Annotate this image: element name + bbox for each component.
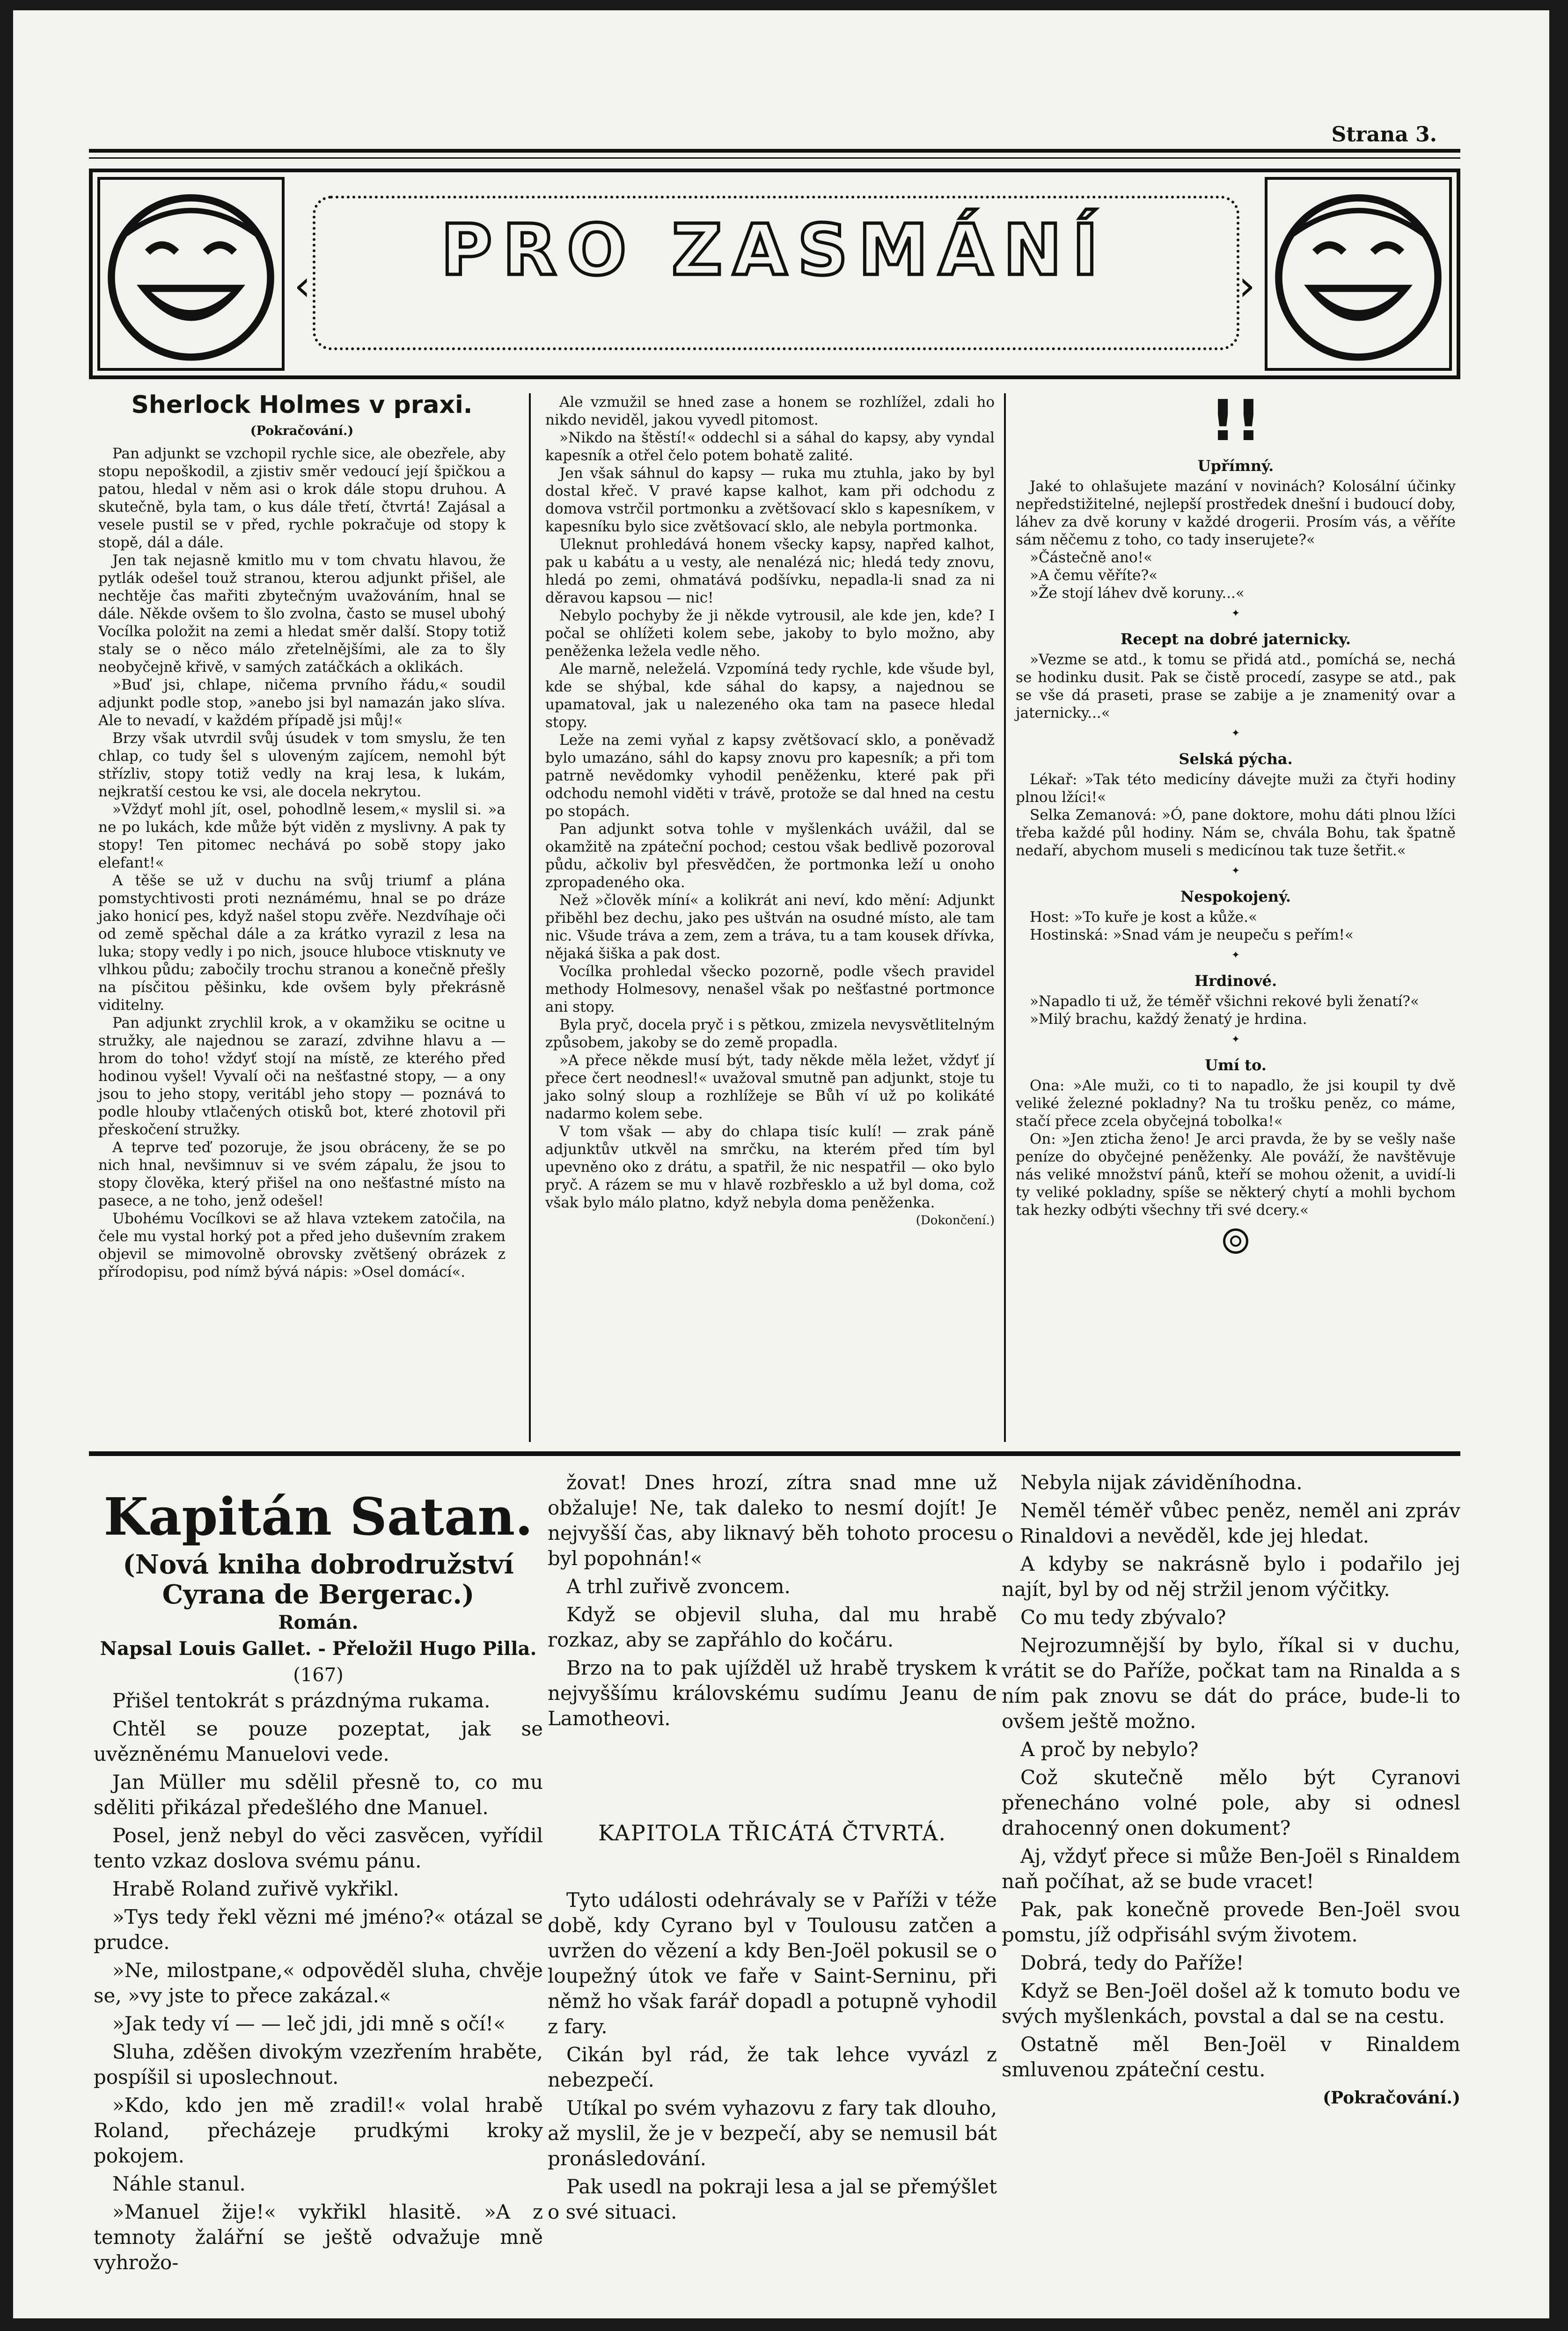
joke-title: Nespokojený. [1180,888,1291,905]
paragraph: »Kdo, kdo jen mě zradil!« volal hrabě Roland, přecházeje prudkými kroky pokojem. [94,2094,543,2167]
paragraph: A trhl zuřivě zvoncem. [566,1575,791,1598]
paragraph: Což skutečně mělo být Cyranovi přenecháno volné pole, aby si odnesl drahocenný onen dokument? [1002,1766,1460,1839]
paragraph: Posel, jenž nebyl do věci zasvěcen, vyřídil tento vzkaz doslova svému pánu. [94,1824,543,1872]
section-banner [89,169,1460,379]
paragraph: V tom však — aby do chlapa tisíc kulí! — zrak páně adjunktův utkvěl na smrčku, na kterém před tím byl upevněno oko z drátu, a spatřil, že nic nespatřil — oko bylo pryč. A rázem se mu v hlavě rozbřesklo a už byl doma, což však bylo málo platno, když nebyla doma peněženka. [545,1123,995,1211]
paragraph: A proč by nebylo? [1020,1738,1199,1761]
separator-star-icon: ✦ [1231,728,1240,739]
paragraph: »Nikdo na štěstí!« oddechl si a sáhal do kapsy, aby vyndal kapesník a otřel čelo potem bohatě zalité. [545,429,995,464]
paragraph: Pak usedl na pokraji lesa a jal se přemýšlet o své situaci. [548,2175,997,2223]
paragraph: žovat! Dnes hrozí, zítra snad mne už obžaluje! Ne, tak daleko to nesmí dojít! Je nejvyšší čas, aby liknavý běh tohoto procesu byl popohnán!« [548,1471,997,1570]
joke-line: »Částečně ano!« [1030,549,1152,566]
joke-title: Umí to. [1205,1056,1267,1074]
paragraph: Utíkal po svém vyhazovu z fary tak dlouho, až myslil, že je v bezpečí, aby se nemusil bát pronásledování. [548,2096,997,2170]
novel-column-1 [94,1470,543,2278]
paragraph: Ale vzmužil se hned zase a honem se rozhlížel, zdali ho nikdo neviděl, jakou vyvedl pitomost. [545,394,995,428]
paragraph: »Buď jsi, chlape, ničema prvního řádu,« soudil adjunkt podle stop, »anebo jsi byl namazán jako slíva. Ale to nevadí, v každém případě jsi můj!« [98,677,506,729]
paragraph: Ostatně měl Ben-Joël v Rinaldem smluvenou zpáteční cestu. [1002,2033,1460,2081]
paragraph: A teprve teď pozoruje, že jsou obráceny, že se po nich hnal, nevšimnuv si ve svém zápalu, že jsou to stopy člověka, který přišel na ono nešťastné místo na pasece, a ne toho, jenž odešel! [98,1139,506,1209]
article-subtitle: (Pokračování.) [250,424,354,438]
separator-star-icon: ✦ [1231,1034,1240,1045]
paragraph: Brzy však utvrdil svůj úsudek v tom smyslu, že ten chlap, co tudy šel s uloveným zajícem, nemohl být střízliv, stopy totiž vedly na kraj lesa, k lukám, nejkratší cestou ke vsi, ale docela nekrytou. [98,730,506,800]
paragraph: Hrabě Roland zuřivě vykřikl. [112,1877,399,1900]
paragraph: Jen tak nejasně kmitlo mu v tom chvatu hlavou, že pytlák odešel touž stranou, kterou adjunkt přišel, ale nechtěje čas mařiti zbytečným uvažováním, hnal se dále. Někde ovšem to šlo zvolna, často se musel ubohý Vocílka položit na zemi a hledat směr další. Stopy totiž staly se o něco málo zřetelnějšími, ale za to šly neobyčejně křivě, v samých zatáčkách a oklikách. [98,552,506,676]
installment-number: (167) [293,1664,344,1686]
paragraph: »Manuel žije!« vykřikl hlasitě. »A z temnoty žalářní se ještě odvažuje mně vyhrožo- [94,2200,543,2274]
section-rule [89,1451,1460,1456]
joke-title: Recept na dobré jaternicky. [1120,630,1351,648]
paragraph: Pan adjunkt sotva tohle v myšlenkách uvážil, dal se okamžitě na zpáteční pochod; cestou však bedlivě pozoroval půdu, ačkoliv byl přesvědčen, že portmonka leží u onoho zpropadeného oka. [545,821,995,891]
paragraph: Když se objevil sluha, dal mu hrabě rozkaz, aby se zapřáhlo do kočáru. [548,1603,997,1651]
paragraph: Vocílka prohledal všecko pozorně, podle všech pravidel methody Holmesovy, nenašel však po nešťastné portmonce ani stopy. [545,963,995,1015]
joke-line: Ona: »Ale muži, co ti to napadlo, že jsi koupil ty dvě veliké železné pokladny? Na tu trošku peněz, co máme, stačí přece zcela obyčejná tobolka!« [1016,1077,1456,1130]
paragraph: Brzo na to pak ujížděl už hrabě tryskem k nejvyššímu královskému sudímu Jeanu de Lamotheovi. [548,1656,997,1730]
novel-author: Napsal Louis Gallet. - Přeložil Hugo Pilla. [100,1638,537,1660]
joke-title: Upřímný. [1197,457,1274,475]
joke-line: Host: »To kuře je kost a kůže.« [1030,909,1257,926]
joke-line: »Milý brachu, každý ženatý je hrdina. [1030,1011,1307,1028]
joke-title: Hrdinové. [1194,972,1277,990]
column-divider [529,393,531,1442]
joke-line: Jaké to ohlašujete mazání v novinách? Kolosální účinky nepředstižitelné, nejlepší prostředek dnešní i budoucí doby, láhev za dvě koruny v každé drogerii. Prosím vás, a věříte sám něčemu z toho, co tady inserujete?« [1016,478,1456,548]
top-rule [89,149,1460,153]
joke-line: Selka Zemanová: »Ó, pane doktore, mohu dáti plnou lžíci třeba každé půl hodiny. Nám se, chvála Bohu, tak špatně nedaří, abychom museli s medicínou tak tuze šetřit.« [1016,807,1456,859]
paragraph: Nebylo pochyby že ji někde vytrousil, ale kde jen, kde? I počal se ohlížeti kolem sebe, jakoby to bylo možno, aby peněženka ležela vedle něho. [545,607,995,660]
column-divider [1004,393,1006,1442]
joke-title: Selská pýcha. [1179,750,1293,768]
paragraph: A kdyby se nakrásně bylo i podařilo jej najít, byl by od něj stržil jenom výčitky. [1002,1552,1460,1601]
article-title: Sherlock Holmes v praxi. [131,391,473,419]
top-rule-thin [89,157,1460,159]
paragraph: Neměl téměř vůbec peněz, neměl ani zpráv o Rinaldovi a nevěděl, kde jej hledat. [1002,1499,1460,1547]
exclamation-marks: !! [1210,389,1261,454]
paragraph: Leže na zemi vyňal z kapsy zvětšovací sklo, a poněvadž bylo umazáno, sáhl do kapsy znovu pro kapesník; a při tom patrně nevědomky vyhodil peněženku, které pak při odchodu nemohl viděti v trávě, protože se dal hned na cestu po stopách. [545,732,995,820]
paragraph: Jen však sáhnul do kapsy — ruka mu ztuhla, jako by byl dostal křeč. V pravé kapse kalhot, kam při odchodu z domova vstrčil portmonku a zvětšovací sklo s kapesníkem, v kapesníku bylo sice zvětšovací sklo, ale nebyla portmonka. [545,465,995,535]
paragraph: Nebyla nijak záviděníhodna. [1020,1471,1303,1494]
joke-line: »Že stojí láhev dvě koruny...« [1030,585,1245,602]
paragraph: Co mu tedy zbývalo? [1020,1606,1226,1629]
paragraph: »Vždyť mohl jít, osel, pohodlně lesem,« myslil si. »a ne po lukách, kde může být viděn z myslivny. A pak ty stopy! Ten pitomec nechává po sobě stopy jako elefant!« [98,801,506,871]
paragraph: Když se Ben-Joël došel až k tomuto bodu ve svých myšlenkách, povstal a dal se na cestu. [1002,1979,1460,2028]
joke-line: »A čemu věříte?« [1030,567,1158,584]
paragraph: Uleknut prohledává honem všecky kapsy, napřed kalhot, pak u kabátu a u vesty, ale nenalézá nic; hledá tedy znovu, hledá po zemi, ohmatává podšívku, nepadla-li snad za ni děravou kapsou — nic! [545,536,995,606]
joke-line: Lékař: »Tak této medicíny dávejte muži za čtyři hodiny plnou lžíci!« [1016,771,1456,806]
joke-line: Hostinská: »Snad vám je neupeču s peřím!« [1030,927,1354,943]
paragraph: Dobrá, tedy do Paříže! [1020,1951,1244,1974]
ornament-right-icon: › [1238,261,1255,310]
novel-column-2 [548,1470,997,2228]
sherlock-column-1 [98,393,506,1281]
paragraph: Nejrozumnější by bylo, říkal si v duchu, vrátit se do Paříže, počkat tam na Rinalda a s ním pak znovu se dát do práce, bude-li to ovšem ještě možno. [1002,1634,1460,1733]
paragraph: »A přece někde musí být, tady někde měla ležet, vždyť jí přece čert neodnesl!« uvažoval smutně pan adjunkt, stoje tu jako solný sloup a rozhlížeje se Bůh ví už po kolikáté nadarmo kolem sebe. [545,1052,995,1122]
publisher-stamp-icon [1223,1228,1248,1254]
paragraph: Náhle stanul. [112,2172,246,2195]
novel-title: Kapitán Satan. [103,1486,533,1547]
paragraph: Jan Müller mu sdělil přesně to, co mu sděliti přikázal předešlého dne Manuel. [94,1771,543,1819]
paragraph: Cikán byl rád, že tak lehce vyvázl z nebezpečí. [548,2043,997,2091]
paragraph: Přišel tentokrát s prázdnýma rukama. [112,1689,491,1712]
paragraph: Pan adjunkt zrychlil krok, a v okamžiku se ocitne u stružky, ale najednou se zarazí, zdvihne hlavu a — hrom do toho! vždyť stojí na místě, ze kterého před hodinou vyšel! Vyvalí oči na nešťastné stopy, — a ony jsou to jeho stopy, veritábl jeho stopy — poznává to podle hlouby vtlačených otisků bot, které zhotovil při přeskočení stružky. [98,1015,506,1138]
novel-column-3 [1002,1470,1460,2110]
ornament-left-icon: ‹ [294,261,311,310]
paragraph: Byla pryč, docela pryč i s pětkou, zmizela nevysvětlitelným způsobem, jakoby se do země propadla. [545,1016,995,1051]
paragraph: A těše se už v duchu na svůj triumf a plána pomstychtivosti proti neznámému, hnal se po dráze jako honicí pes, když našel stopu zvěře. Nezdvíhaje oči od země spěchal dále a za krátko vyrazil z lesa na luka; stopy vedly i po nich, jsouce hluboce vtisknuty ve vlhkou půdu; zabočily trochu stranou a konečně přešly na písčitou pěšinku, kde ovšem byly překrásně viditelny. [98,872,506,1014]
paragraph: Než »člověk míní« a kolikrát ani neví, kdo mění: Adjunkt přiběhl bez dechu, jako pes uštván na osudné místo, ale tam nic. Všude tráva a zem, zem a tráva, tu a tam kousek dřívka, nějaká šiška a pak dost. [545,892,995,962]
page-number: Strana 3. [1331,123,1437,147]
paragraph: Chtěl se pouze pozeptat, jak se uvězněnému Manuelovi vede. [94,1717,543,1765]
paragraph: Pan adjunkt se vzchopil rychle sice, ale obezřele, aby stopu nepoškodil, a zjistiv směr vedoucí její špičkou a patou, hledal v něm asi o krok dále stopu druhou. A skutečně, byla tam, o kus dále třetí, čtvrtá! Zajásal a vesele pustil se v před, rychle pokračuje od stopy k stopě, dál a dále. [98,445,506,551]
paragraph: Ubohému Vocílkovi se až hlava vztekem zatočila, na čele mu vystal horký pot a před jeho duševním zrakem objevil se mimovolně obrovsky zvětšený obrázek z přírodopisu, pod nímž bývá nápis: »Osel domácí«. [98,1210,506,1280]
paragraph: Tyto události odehrávaly se v Paříži v téže době, kdy Cyrano byl v Toulousu zatčen a uvržen do vězení a kdy Ben-Joël pokusil se o loupežný útok ve faře v Saint-Serninu, při němž ho však farář dopadl a potupně vyhodil z fary. [548,1889,997,2038]
novel-genre: Román. [278,1611,359,1633]
joke-line: »Vezme se atd., k tomu se přidá atd., pomíchá se, nechá se hodinku dusit. Pak se čistě procedí, zasype se atd., pak se vše dá praseti, prase se zabije a je znamenitý ovar a jaternicky...« [1016,651,1456,721]
chapter-heading: KAPITOLA TŘICÁTÁ ČTVRTÁ. [598,1820,946,1846]
paragraph: Aj, vždyť přece si může Ben-Joël s Rinaldem naň počíhat, až se bude vracet! [1002,1845,1460,1893]
paragraph: »Ne, milostpane,« odpověděl sluha, chvěje se, »vy jste to přece zakázal.« [94,1959,543,2007]
sherlock-column-2 [545,393,995,1229]
novel-subtitle: (Nová kniha dobrodružství Cyrana de Bergerac.) [123,1549,514,1610]
continuation-note: (Pokračování.) [1323,2088,1460,2108]
continuation-note: (Dokončení.) [916,1213,995,1228]
paragraph: Sluha, zděšen divokým vzezřením hraběte, pospíšil si uposlechnout. [94,2040,543,2088]
joke-line: »Napadlo ti už, že téměř všichni rekové byli ženatí?« [1030,993,1420,1010]
paragraph: »Jak tedy ví — — leč jdi, jdi mně s očí!« [112,2012,506,2035]
separator-star-icon: ✦ [1231,608,1240,619]
paragraph: »Tys tedy řekl vězni mé jméno?« otázal se prudce. [94,1905,543,1954]
banner-title: PRO ZASMÁNÍ [440,210,1109,291]
separator-star-icon: ✦ [1231,949,1240,961]
jokes-column [1016,389,1456,1254]
paragraph: Ale marně, neleželá. Vzpomíná tedy rychle, kde všude byl, kde se shýbal, kde sáhal do kapsy, a najednou se upamatoval, jak u nalezeného oka tam na pasece hledal stopy. [545,661,995,731]
separator-star-icon: ✦ [1231,865,1240,877]
joke-line: On: »Jen zticha ženo! Je arci pravda, že by se vešly naše peníze do obyčejné peněženky. Ale pováží, že navštěvuje nás veliké množství pánů, kteří se mohou oženit, a uvidí-li ty veliké pokladny, spíše se některý chytí a mohli bychom tak hezky odbýti všechny tři své dcery.« [1016,1131,1456,1219]
paragraph: Pak, pak konečně provede Ben-Joël svou pomstu, jíž odpřisáhl svým životem. [1002,1898,1460,1946]
